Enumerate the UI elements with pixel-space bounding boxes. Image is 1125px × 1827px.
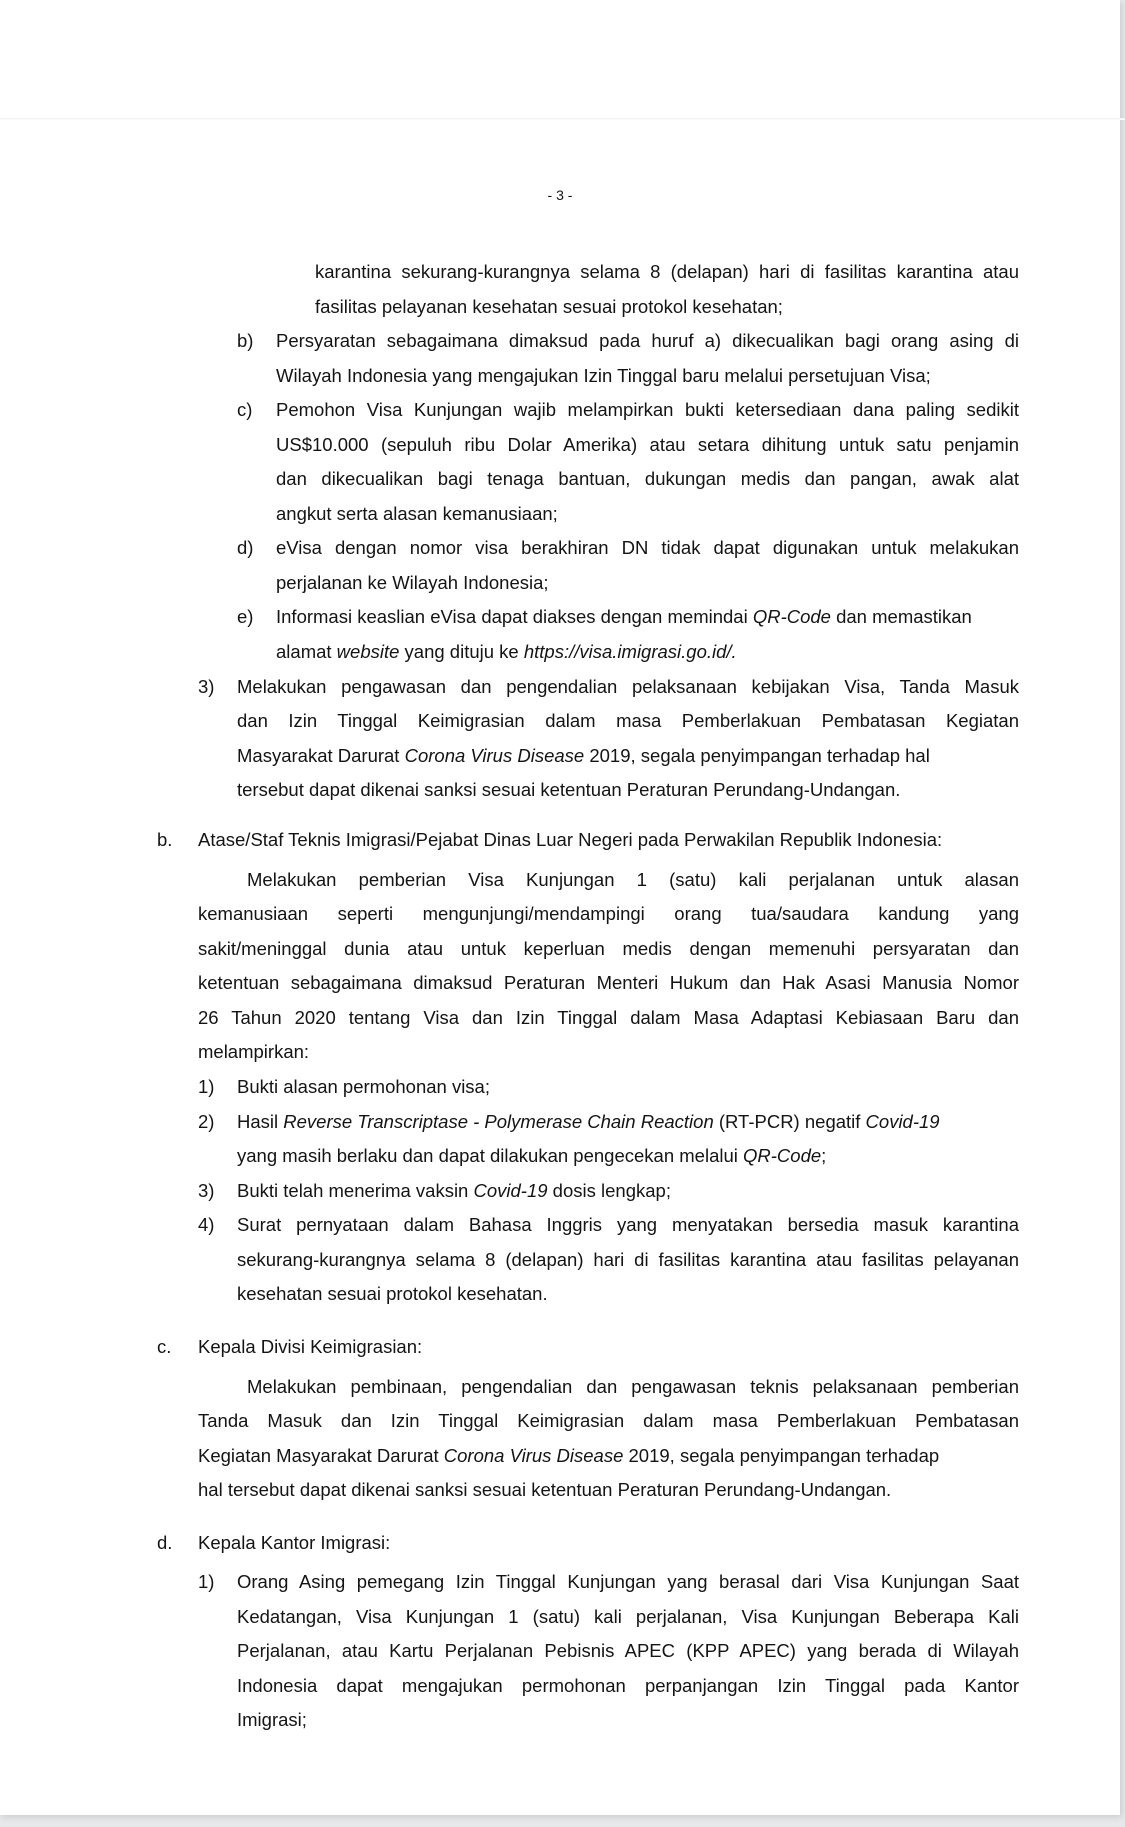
text-line: US$10.000 (sepuluh ribu Dolar Amerika) atau setara dihitung untuk satu penjamin — [276, 434, 1019, 455]
text-line: Orang Asing pemegang Izin Tinggal Kunjungan yang berasal dari Visa Kunjungan Saat — [237, 1571, 1019, 1592]
text-line: karantina sekurang-kurangnya selama 8 (delapan) hari di fasilitas karantina atau — [315, 261, 1019, 282]
text-line: sakit/meninggal dunia atau untuk keperluan medis dengan memenuhi persyaratan dan — [198, 938, 1019, 959]
list-marker: d) — [237, 537, 254, 558]
text-line: 26 Tahun 2020 tentang Visa dan Izin Tinggal dalam Masa Adaptasi Kebiasaan Baru dan — [198, 1007, 1019, 1028]
text-line: Bukti telah menerima vaksin Covid-19 dosis lengkap; — [237, 1180, 671, 1201]
section-heading: Kepala Divisi Keimigrasian: — [198, 1336, 423, 1357]
text-line: melampirkan: — [198, 1041, 310, 1062]
list-marker: c) — [237, 399, 253, 420]
section-marker: c. — [157, 1336, 172, 1357]
text-line: tersebut dapat dikenai sanksi sesuai ketentuan Peraturan Perundang-Undangan. — [237, 779, 901, 800]
list-marker: 1) — [198, 1076, 215, 1097]
text-line: alamat website yang dituju ke https://visa.imigrasi.go.id/. — [276, 641, 737, 662]
list-marker: 3) — [198, 676, 215, 697]
text-line: Kegiatan Masyarakat Darurat Corona Virus Disease 2019, segala penyimpangan terhadap — [198, 1445, 940, 1466]
list-marker: 2) — [198, 1111, 215, 1132]
text-line: Informasi keaslian eVisa dapat diakses dengan memindai QR-Code dan memastikan — [276, 606, 972, 627]
text-line: Pemohon Visa Kunjungan wajib melampirkan bukti ketersediaan dana paling sedikit — [276, 399, 1019, 420]
text-line: hal tersebut dapat dikenai sanksi sesuai ketentuan Peraturan Perundang-Undangan. — [198, 1479, 892, 1500]
section-heading: Atase/Staf Teknis Imigrasi/Pejabat Dinas Luar Negeri pada Perwakilan Republik Indonesia: — [198, 829, 943, 850]
list-marker: 4) — [198, 1214, 215, 1235]
list-marker: e) — [237, 606, 254, 627]
text-line: Imigrasi; — [237, 1709, 307, 1730]
text-line: Melakukan pengawasan dan pengendalian pelaksanaan kebijakan Visa, Tanda Masuk — [237, 676, 1019, 697]
text-line: perjalanan ke Wilayah Indonesia; — [276, 572, 549, 593]
text-line: Melakukan pembinaan, pengendalian dan pengawasan teknis pelaksanaan pemberian — [247, 1376, 1019, 1397]
text-line: Melakukan pemberian Visa Kunjungan 1 (satu) kali perjalanan untuk alasan — [247, 869, 1019, 890]
text-line: Tanda Masuk dan Izin Tinggal Keimigrasian dalam masa Pemberlakuan Pembatasan — [198, 1410, 1019, 1431]
text-line: yang masih berlaku dan dapat dilakukan pengecekan melalui QR-Code; — [237, 1145, 827, 1166]
section-marker: d. — [157, 1532, 173, 1553]
text-line: Perjalanan, atau Kartu Perjalanan Pebisnis APEC (KPP APEC) yang berada di Wilayah — [237, 1640, 1019, 1661]
text-line: angkut serta alasan kemanusiaan; — [276, 503, 558, 524]
list-marker: 1) — [198, 1571, 215, 1592]
list-marker: b) — [237, 330, 254, 351]
text-line: ketentuan sebagaimana dimaksud Peraturan Menteri Hukum dan Hak Asasi Manusia Nomor — [198, 972, 1019, 993]
text-line: dan Izin Tinggal Keimigrasian dalam masa Pemberlakuan Pembatasan Kegiatan — [237, 710, 1019, 731]
text-line: Surat pernyataan dalam Bahasa Inggris yang menyatakan bersedia masuk karantina — [237, 1214, 1019, 1235]
list-marker: 3) — [198, 1180, 215, 1201]
text-line: dan dikecualikan bagi tenaga bantuan, dukungan medis dan pangan, awak alat — [276, 468, 1019, 489]
text-line: Masyarakat Darurat Corona Virus Disease 2019, segala penyimpangan terhadap hal — [237, 745, 930, 766]
text-line: eVisa dengan nomor visa berakhiran DN tidak dapat digunakan untuk melakukan — [276, 537, 1019, 558]
text-line: Hasil Reverse Transcriptase - Polymerase Chain Reaction (RT-PCR) negatif Covid-19 — [237, 1111, 940, 1132]
text-line: Persyaratan sebagaimana dimaksud pada huruf a) dikecualikan bagi orang asing di — [276, 330, 1019, 351]
text-line: Indonesia dapat mengajukan permohonan perpanjangan Izin Tinggal pada Kantor — [237, 1675, 1019, 1696]
section-heading: Kepala Kantor Imigrasi: — [198, 1532, 391, 1553]
text-line: fasilitas pelayanan kesehatan sesuai protokol kesehatan; — [315, 296, 783, 317]
text-line: kemanusiaan seperti mengunjungi/mendampingi orang tua/saudara kandung yang — [198, 903, 1019, 924]
text-line: kesehatan sesuai protokol kesehatan. — [237, 1283, 548, 1304]
text-line: Kedatangan, Visa Kunjungan 1 (satu) kali perjalanan, Visa Kunjungan Beberapa Kali — [237, 1606, 1019, 1627]
text-line: sekurang-kurangnya selama 8 (delapan) hari di fasilitas karantina atau fasilitas pelayanan — [237, 1249, 1019, 1270]
page-number: - 3 - — [547, 187, 573, 203]
text-line: Wilayah Indonesia yang mengajukan Izin Tinggal baru melalui persetujuan Visa; — [276, 365, 931, 386]
page-fold-shadow — [0, 118, 1125, 120]
text-line: Bukti alasan permohonan visa; — [237, 1076, 490, 1097]
section-marker: b. — [157, 829, 173, 850]
